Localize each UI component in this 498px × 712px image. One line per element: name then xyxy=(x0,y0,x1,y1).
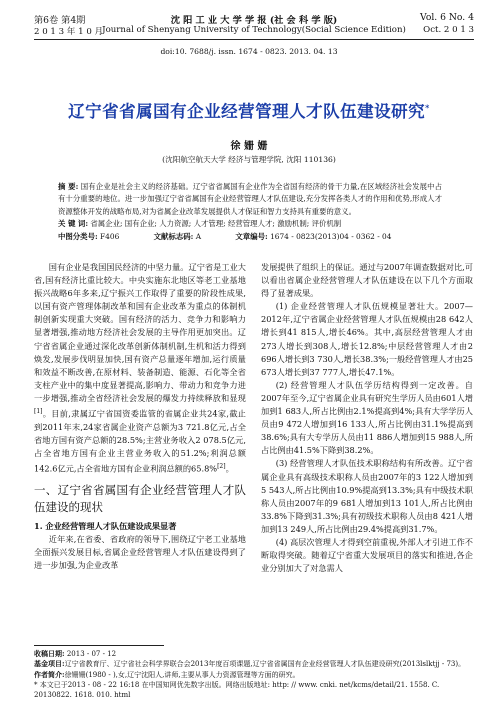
intro-text-c: 。 xyxy=(225,463,234,474)
classification-line xyxy=(58,231,442,243)
journal-name-zh: 沈 阳 工 业 大 学 学 报 (社 会 科 学 版) xyxy=(170,15,338,26)
title-footnote-mark: * xyxy=(425,102,430,113)
citation-2[interactable]: [2] xyxy=(217,463,226,471)
subsection-heading-1: 1. 企业经营管理人才队伍建设成果显著 xyxy=(34,520,177,531)
author-bio xyxy=(34,670,474,680)
received-date xyxy=(34,649,474,659)
keywords xyxy=(58,218,442,230)
intro-paragraph xyxy=(34,261,246,476)
issue-label: 第6卷 第4期 xyxy=(34,15,86,26)
intro-text-a: 国有企业是我国国民经济的中坚力量。辽宁省是工业大省,国有经济比重比较大。中央实施东北地区等老工业基地振兴战略6年多来,辽宁振兴工作取得了重要的阶段性成果,以国有资产管理体制改革和国有企业改革为重点的体制机制创新实现重大突破。国有经济的活力、竞争力和影响力显著增强,推动地方经济社会发展的主导作用更加突出。辽宁省省属企业通过深化改革创新体制机制,生机和活力得到焕发,发展步伐明显加快,国有资产总量逐年增加,运行质量和效益不断改善,在原材料、装备制造、能源、石化等全省支柱产业中的集中度显著提高,影响力、带动力和竞争力进一步增强,推动全省经济社会发展的爆发力持续释放和显现 xyxy=(34,262,246,403)
right-column xyxy=(261,261,473,575)
right-paragraph-5: (4) 高层次管理人才得到空前重视,外部人才引进工作不断取得突破。随着辽宁省重大发展项目的落实和推进,各企业分别加大了对急需人 xyxy=(261,536,473,574)
right-paragraph-2: (1) 企业经营管理人才队伍规模显著壮大。2007—2012年,辽宁省属企业经营管理人才队伍规模由28 642人增长到41 815人,增长46%。其中,高层经营管理人才由273人增长到308人,增长12.8%;中层经营管理人才由2 696人增长到3 730人,增长38.3%;一般经营管理人才由25 673人增长到37 777人,增长47.1%。 xyxy=(261,301,473,377)
footnote-rule xyxy=(34,645,164,646)
doc-code-value: A xyxy=(195,231,202,241)
header-rule xyxy=(34,39,474,40)
abstract xyxy=(58,181,442,218)
abstract-text: 国有企业是社会主义的经济基础。辽宁省省属国有企业作为全省国有经济的骨干力量,在区域经济社会发展中占有十分重要的地位。进一步加强辽宁省省属国有企业经营管理人才队伍建设,充分发挥各类人才的作用和优势,形成人才资源整体开发的战略布局,对为省属企业改革发展提供人才保证和智力支持具有重要的意义。 xyxy=(58,182,442,216)
right-paragraph-1: 发展提供了组织上的保证。通过与2007年调查数据对比,可以看出省属企业经营管理人才队伍建设在以下几个方面取得了显著成果。 xyxy=(261,262,473,299)
bio-value: 徐姗姗(1980 - ),女,辽宁沈阳人,讲师,主要从事人力资源管理等方面的研究。 xyxy=(64,670,300,679)
keywords-label: 关 键 词: xyxy=(58,219,89,229)
intro-text-b: 。目前,隶属辽宁省国资委监管的省属企业共24家,截止到2011年末,24家省属企业资产总额为3 721.8亿元,占全省地方国有资产总额的28.5%;主营业务收入2 078.5亿元,占全省地方国有企业主营业务收入的51.2%;利润总额142.6亿元,占全省地方国有企业利润总额的65.8% xyxy=(34,408,246,474)
title-text: 辽宁省省属国有企业经营管理人才队伍建设研究 xyxy=(68,102,426,121)
author-name: 徐 姗 姗 xyxy=(230,141,268,152)
bio-label: 作者简介: xyxy=(34,669,65,679)
left-column xyxy=(34,261,246,572)
fund-label: 基金项目: xyxy=(34,659,65,669)
citation-1[interactable]: [1] xyxy=(34,408,43,416)
online-publication-note[interactable]: * 本文已于2013 - 08 - 22 16:18 在中国知网优先数字出版。网络出版地址: http: // www. cnki. net/kcms/detail/21. 1558. C. 20130822. 1618. 010. html xyxy=(34,680,440,700)
fund-note xyxy=(34,659,474,669)
footnotes xyxy=(34,649,474,700)
cls-value: F406 xyxy=(100,231,120,241)
received-value: 2013 - 07 - 12 xyxy=(66,650,117,658)
cls-label: 中图分类号: xyxy=(58,231,98,241)
date-en: Oct. 2 0 1 3 xyxy=(423,25,474,35)
doi: doi:10. 7688/j. issn. 1674 - 0823. 2013. 04. 13 xyxy=(160,47,338,56)
received-label: 收稿日期: xyxy=(34,649,65,658)
article-no-label: 文章编号: xyxy=(235,231,268,241)
author-affiliation: (沈阳航空航天大学 经济与管理学院, 沈阳 110136) xyxy=(162,155,336,164)
keywords-text: 省属企业; 国有企业; 人力资源; 人才管理; 经营管理人才; 激励机制; 评价机制 xyxy=(90,219,342,229)
section-heading-1: 一、辽宁省省属国有企业经营管理人才队伍建设的现状 xyxy=(34,482,246,514)
date-zh: 2 0 1 3 年 1 0 月 xyxy=(34,27,104,37)
right-paragraph-4: (3) 经营管理人才队伍技术职称结构有所改善。辽宁省属企业具有高级技术职称人员由2007年的3 122人增加到5 543人,所占比例由10.9%提高到13.3%;具有中级技术职称人员由2007年的9 681人增加到13 101人,所占比例由33.8%下降到31.3%;具有初级技术职称人员由8 421人增加到13 249人,所占比例由29.4%提高到31.7%。 xyxy=(261,458,473,534)
article-title xyxy=(0,98,498,122)
doc-code-label: 文献标志码: xyxy=(153,231,194,241)
article-no-value: 1674 - 0823(2013)04 - 0362 - 04 xyxy=(270,231,392,241)
subsection-paragraph: 近年来,在省委、省政府的领导下,围绕辽宁老工业基地全面振兴发展目标,省属企业经营管理人才队伍建设得到了进一步加强,为企业改革 xyxy=(34,534,246,571)
volume-label: Vol. 6 No. 4 xyxy=(420,12,474,23)
right-paragraph-3: (2) 经营管理人才队伍学历结构得到一定改善。自2007年至今,辽宁省属企业具有研究生学历人员由601人增加到1 683人,所占比例由2.1%提高到4%;具有大学学历人员由9 472人增加到16 133人,所占比例由31.1%提高到38.6%;具有大专学历人员由11 886人增加到15 988人,所占比例由41.5%下降到38.2%。 xyxy=(261,379,473,456)
journal-name-en: Journal of Shenyang University of Technology(Social Science Edition) xyxy=(102,25,406,35)
abstract-block xyxy=(58,181,442,243)
fund-value: 辽宁省教育厅、辽宁省社会科学界联合会2013年度百项课题,辽宁省省属国有企业经营管理人才队伍建设研究(2013lslktjj - 73)。 xyxy=(64,660,466,669)
abstract-label: 摘 要: xyxy=(58,182,79,191)
